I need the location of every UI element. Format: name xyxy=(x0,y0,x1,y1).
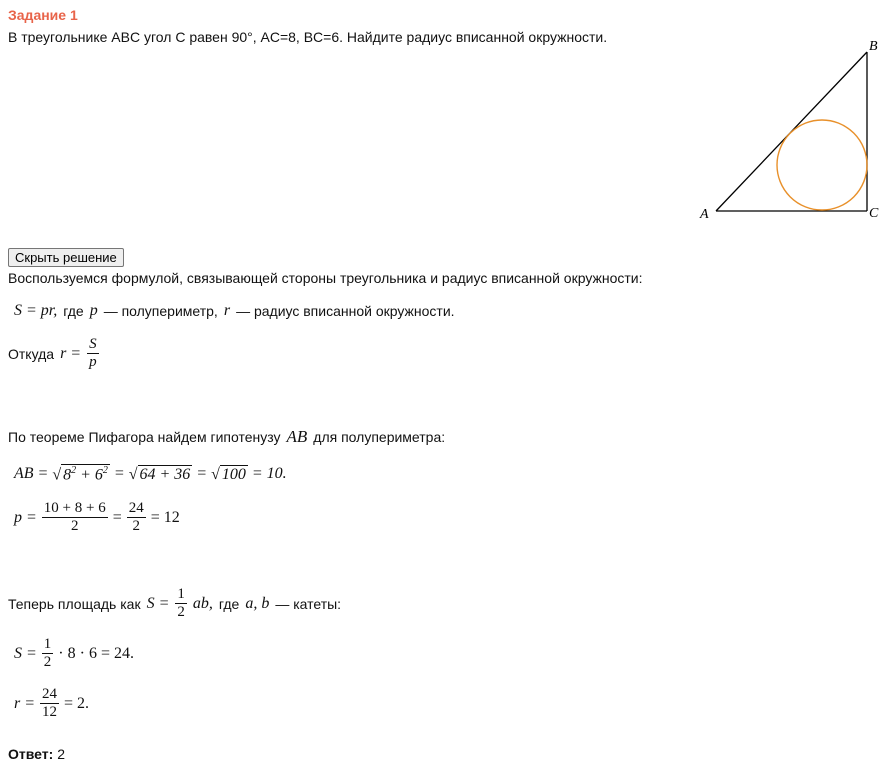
p-desc: — полупериметр, xyxy=(103,303,218,319)
where-text: где xyxy=(63,303,84,319)
pythagoras-line xyxy=(8,427,445,447)
label-b: B xyxy=(869,39,878,54)
r-desc: — радиус вписанной окружности. xyxy=(236,303,455,319)
area-formula-line xyxy=(14,302,455,320)
r-equation: r = $\frac{24}{12}$ = 2. xyxy=(14,686,90,720)
inscribed-circle xyxy=(777,120,867,210)
label-c: C xyxy=(869,206,879,221)
area-text-line: Теперь площадь как S = $\frac{1}{2}$ ab, где a, b — катеты: xyxy=(8,586,342,620)
r-lhs: r = xyxy=(60,344,82,362)
task-title: Задание 1 xyxy=(8,7,78,23)
pyth-ab: AB xyxy=(286,427,308,446)
answer-value: 2 xyxy=(57,746,65,762)
label-a: A xyxy=(700,207,709,222)
var-r: r xyxy=(223,302,231,319)
hide-solution-button[interactable]: Скрыть решение xyxy=(8,248,124,267)
answer xyxy=(8,746,65,762)
p-equation: p = $\frac{10 + 8 + 6}{2}$ = $\frac{24}{2}$ = 12 xyxy=(14,500,180,534)
triangle-figure xyxy=(690,30,890,230)
pyth-tail: для полупериметра: xyxy=(313,429,446,445)
s-equation: S = $\frac{1}{2}$ · 8 · 6 = 24. xyxy=(14,636,134,670)
solution-intro: Воспользуемся формулой, связывающей стороны треугольника и радиус вписанной окружности: xyxy=(8,270,643,286)
r-formula-line xyxy=(8,336,99,371)
pyth-text: По теореме Пифагора найдем гипотенузу xyxy=(8,429,281,445)
area-text: Теперь площадь как xyxy=(8,595,141,612)
answer-label: Ответ: xyxy=(8,746,54,762)
s-over-p: $\frac{S}{p}$ xyxy=(89,336,97,370)
var-p: p xyxy=(89,302,98,319)
whence-text: Откуда xyxy=(8,345,55,362)
ab-equation: AB = √ $8^2 + 6^2$ = √ 64 + 36 = √ 100 = 10. xyxy=(14,465,287,484)
formula-s: S = pr, xyxy=(14,302,58,319)
task-statement: В треугольнике ABC угол C равен 90°, AC=8, BC=6. Найдите радиус вписанной окружности. xyxy=(8,29,608,45)
